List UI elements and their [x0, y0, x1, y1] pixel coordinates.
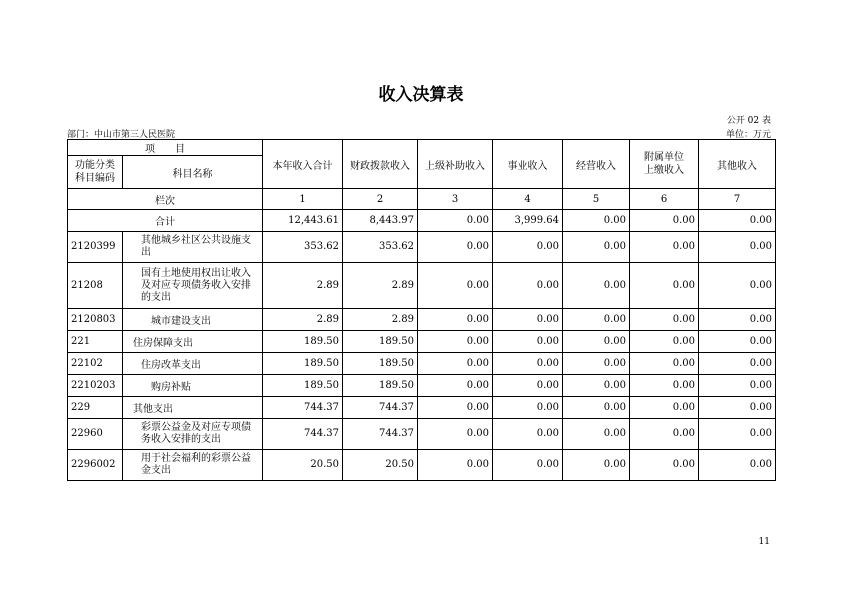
row-value: 0.00	[630, 353, 699, 375]
row-value: 0.00	[493, 450, 563, 481]
total-value: 0.00	[418, 210, 493, 232]
row-value: 189.50	[343, 375, 418, 397]
row-value: 0.00	[699, 375, 776, 397]
table-row	[68, 375, 776, 397]
row-value: 0.00	[699, 263, 776, 309]
row-name: 城市建设支出	[123, 309, 263, 331]
row-code: 2210203	[68, 375, 123, 397]
row-value: 0.00	[630, 331, 699, 353]
row-value: 0.00	[563, 375, 630, 397]
row-code: 229	[68, 397, 123, 419]
table-row	[68, 353, 776, 375]
item-header: 项 目	[68, 140, 263, 156]
table-row	[68, 263, 776, 309]
row-value: 0.00	[699, 331, 776, 353]
row-name: 其他城乡社区公共设施支出	[123, 232, 263, 263]
total-value: 0.00	[563, 210, 630, 232]
row-value: 0.00	[418, 419, 493, 450]
row-value: 744.37	[263, 419, 343, 450]
column-number: 4	[493, 189, 563, 210]
row-code: 221	[68, 331, 123, 353]
column-header: 事业收入	[493, 140, 563, 189]
row-value: 0.00	[493, 397, 563, 419]
column-number: 7	[699, 189, 776, 210]
row-value: 0.00	[493, 419, 563, 450]
row-value: 0.00	[630, 232, 699, 263]
row-value: 0.00	[418, 450, 493, 481]
row-value: 0.00	[699, 397, 776, 419]
column-number-row	[68, 189, 776, 210]
row-name: 购房补贴	[123, 375, 263, 397]
total-value: 3,999.64	[493, 210, 563, 232]
row-name: 彩票公益金及对应专项债务收入安排的支出	[123, 419, 263, 450]
income-statement-table	[67, 139, 776, 481]
header-row-1	[68, 140, 776, 156]
row-value: 0.00	[699, 450, 776, 481]
table-row	[68, 419, 776, 450]
row-value: 0.00	[699, 353, 776, 375]
column-header: 其他收入	[699, 140, 776, 189]
column-header: 上级补助收入	[418, 140, 493, 189]
column-number: 6	[630, 189, 699, 210]
unit-label: 单位：万元	[725, 130, 771, 140]
total-value: 0.00	[699, 210, 776, 232]
row-value: 0.00	[563, 419, 630, 450]
row-value: 0.00	[630, 263, 699, 309]
row-value: 2.89	[343, 263, 418, 309]
row-value: 0.00	[493, 375, 563, 397]
row-value: 189.50	[263, 375, 343, 397]
row-value: 0.00	[418, 375, 493, 397]
column-header: 经营收入	[563, 140, 630, 189]
row-value: 189.50	[263, 331, 343, 353]
row-value: 0.00	[630, 450, 699, 481]
row-value: 189.50	[343, 331, 418, 353]
row-value: 0.00	[418, 232, 493, 263]
row-code: 21208	[68, 263, 123, 309]
row-value: 0.00	[418, 353, 493, 375]
row-value: 353.62	[263, 232, 343, 263]
column-header: 附属单位上缴收入	[630, 140, 699, 189]
row-value: 2.89	[263, 309, 343, 331]
row-value: 0.00	[563, 450, 630, 481]
row-value: 0.00	[699, 232, 776, 263]
row-value: 189.50	[343, 353, 418, 375]
page-title: 收入决算表	[378, 85, 464, 105]
row-name: 用于社会福利的彩票公益金支出	[123, 450, 263, 481]
row-name: 国有土地使用权出让收入及对应专项债务收入安排的支出	[123, 263, 263, 309]
row-value: 0.00	[563, 353, 630, 375]
column-number: 3	[418, 189, 493, 210]
row-value: 0.00	[493, 232, 563, 263]
row-value: 0.00	[630, 309, 699, 331]
table-row	[68, 450, 776, 481]
table-row	[68, 232, 776, 263]
row-value: 744.37	[343, 419, 418, 450]
total-value: 8,443.97	[343, 210, 418, 232]
row-value: 0.00	[418, 331, 493, 353]
column-header: 财政拨款收入	[343, 140, 418, 189]
row-value: 744.37	[343, 397, 418, 419]
total-row	[68, 210, 776, 232]
page-number: 11	[758, 537, 770, 547]
row-value: 0.00	[418, 309, 493, 331]
column-header: 本年收入合计	[263, 140, 343, 189]
row-value: 0.00	[563, 309, 630, 331]
department-label: 部门：中山市第三人民医院	[67, 130, 176, 140]
row-value: 0.00	[563, 232, 630, 263]
total-value: 12,443.61	[263, 210, 343, 232]
table-row	[68, 397, 776, 419]
row-value: 2.89	[263, 263, 343, 309]
row-code: 2120803	[68, 309, 123, 331]
row-code: 2296002	[68, 450, 123, 481]
row-code: 22102	[68, 353, 123, 375]
row-value: 0.00	[563, 263, 630, 309]
row-name: 其他支出	[123, 397, 263, 419]
row-value: 189.50	[263, 353, 343, 375]
column-number: 5	[563, 189, 630, 210]
row-value: 0.00	[630, 397, 699, 419]
table-row	[68, 309, 776, 331]
row-name: 住房改革支出	[123, 353, 263, 375]
row-value: 20.50	[263, 450, 343, 481]
row-value: 744.37	[263, 397, 343, 419]
form-number: 公开 02 表	[726, 116, 771, 126]
row-value: 0.00	[630, 419, 699, 450]
row-value: 0.00	[699, 309, 776, 331]
row-index-label: 栏次	[68, 189, 263, 210]
row-value: 2.89	[343, 309, 418, 331]
row-value: 0.00	[493, 263, 563, 309]
row-value: 0.00	[563, 331, 630, 353]
func-code-header: 功能分类 科目编码	[68, 156, 123, 189]
total-value: 0.00	[630, 210, 699, 232]
row-code: 22960	[68, 419, 123, 450]
row-value: 20.50	[343, 450, 418, 481]
row-code: 2120399	[68, 232, 123, 263]
row-value: 0.00	[630, 375, 699, 397]
column-number: 1	[263, 189, 343, 210]
row-value: 0.00	[493, 353, 563, 375]
row-value: 0.00	[493, 331, 563, 353]
row-value: 0.00	[699, 419, 776, 450]
row-value: 0.00	[563, 397, 630, 419]
row-value: 0.00	[493, 309, 563, 331]
table-row	[68, 331, 776, 353]
subject-name-header: 科目名称	[123, 156, 263, 189]
row-value: 0.00	[418, 263, 493, 309]
row-value: 353.62	[343, 232, 418, 263]
row-value: 0.00	[418, 397, 493, 419]
column-number: 2	[343, 189, 418, 210]
total-label: 合计	[68, 210, 263, 232]
row-name: 住房保障支出	[123, 331, 263, 353]
